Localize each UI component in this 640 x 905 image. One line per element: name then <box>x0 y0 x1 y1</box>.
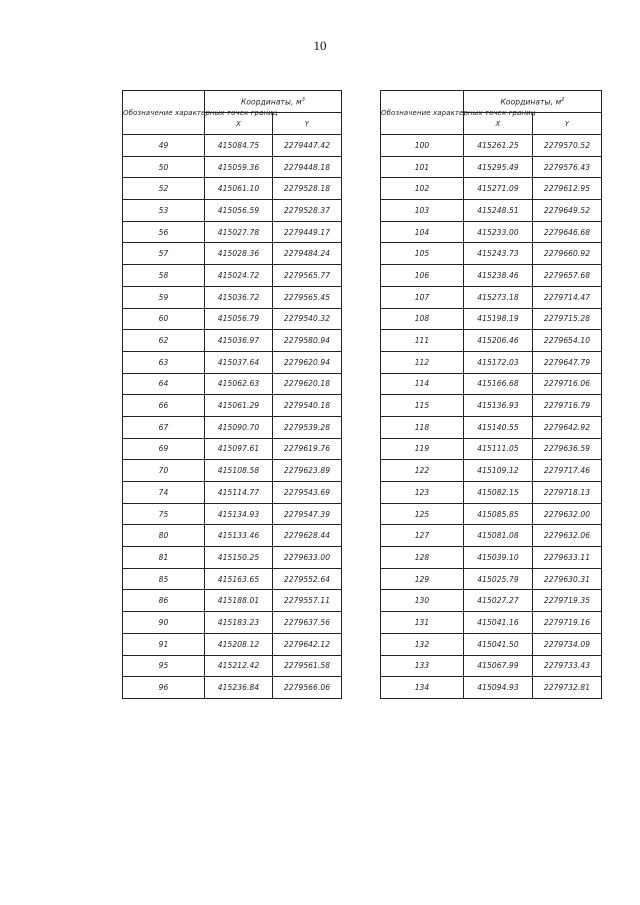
y-coordinate-cell: 2279619.76 <box>273 438 342 460</box>
y-coordinate-cell: 2279565.45 <box>273 286 342 308</box>
table-row <box>381 243 602 265</box>
y-coordinate-cell: 2279719.16 <box>533 612 602 634</box>
coordinates-table-right-body <box>381 91 602 699</box>
x-coordinate-cell: 415183.23 <box>205 612 273 634</box>
x-coordinate-cell: 415037.64 <box>205 351 273 373</box>
point-id-cell: 95 <box>123 655 205 677</box>
x-coordinate-cell: 415036.97 <box>205 330 273 352</box>
y-coordinate-cell: 2279449.17 <box>273 221 342 243</box>
point-id-cell: 70 <box>123 460 205 482</box>
x-coordinate-cell: 415084.75 <box>205 135 273 157</box>
x-coordinate-cell: 415206.46 <box>464 330 533 352</box>
x-coordinate-cell: 415109.12 <box>464 460 533 482</box>
table-row <box>381 438 602 460</box>
table-row <box>381 525 602 547</box>
point-id-cell: 85 <box>123 568 205 590</box>
table-row <box>123 590 342 612</box>
point-id-cell: 125 <box>381 503 464 525</box>
y-coordinate-cell: 2279547.39 <box>273 503 342 525</box>
point-id-cell: 90 <box>123 612 205 634</box>
y-coordinate-cell: 2279628.44 <box>273 525 342 547</box>
x-coordinate-cell: 415208.12 <box>205 633 273 655</box>
x-column-header: X <box>205 113 273 135</box>
y-coordinate-cell: 2279528.37 <box>273 200 342 222</box>
table-row <box>381 655 602 677</box>
coordinates-unit-superscript: 3 <box>301 96 306 103</box>
x-coordinate-cell: 415166.68 <box>464 373 533 395</box>
y-coordinate-cell: 2279540.18 <box>273 395 342 417</box>
table-row <box>381 221 602 243</box>
table-row <box>123 416 342 438</box>
y-coordinate-cell: 2279623.89 <box>273 460 342 482</box>
table-row <box>381 135 602 157</box>
point-id-cell: 114 <box>381 373 464 395</box>
y-coordinate-cell: 2279714.47 <box>533 286 602 308</box>
point-id-cell: 74 <box>123 482 205 504</box>
y-coordinate-cell: 2279561.58 <box>273 655 342 677</box>
x-coordinate-cell: 415059.36 <box>205 156 273 178</box>
point-id-cell: 57 <box>123 243 205 265</box>
y-column-header: Y <box>273 113 342 135</box>
x-coordinate-cell: 415140.55 <box>464 416 533 438</box>
point-id-cell: 64 <box>123 373 205 395</box>
x-coordinate-cell: 415133.46 <box>205 525 273 547</box>
y-coordinate-cell: 2279654.10 <box>533 330 602 352</box>
y-coordinate-cell: 2279733.43 <box>533 655 602 677</box>
point-id-cell: 62 <box>123 330 205 352</box>
y-coordinate-cell: 2279540.32 <box>273 308 342 330</box>
table-row <box>381 416 602 438</box>
point-id-cell: 80 <box>123 525 205 547</box>
x-coordinate-cell: 415027.78 <box>205 221 273 243</box>
table-row <box>381 200 602 222</box>
point-id-cell: 115 <box>381 395 464 417</box>
y-coordinate-cell: 2279637.56 <box>273 612 342 634</box>
table-row <box>381 351 602 373</box>
x-coordinate-cell: 415134.93 <box>205 503 273 525</box>
table-row <box>123 655 342 677</box>
x-coordinate-cell: 415097.61 <box>205 438 273 460</box>
coordinates-table-left <box>122 90 342 699</box>
x-coordinate-cell: 415163.65 <box>205 568 273 590</box>
point-id-cell: 108 <box>381 308 464 330</box>
table-row <box>123 482 342 504</box>
point-id-cell: 122 <box>381 460 464 482</box>
y-coordinate-cell: 2279716.06 <box>533 373 602 395</box>
x-coordinate-cell: 415056.79 <box>205 308 273 330</box>
table-row <box>123 438 342 460</box>
y-coordinate-cell: 2279660.92 <box>533 243 602 265</box>
table-row <box>381 178 602 200</box>
point-id-cell: 127 <box>381 525 464 547</box>
x-coordinate-cell: 415108.58 <box>205 460 273 482</box>
point-id-cell: 112 <box>381 351 464 373</box>
y-coordinate-cell: 2279576.43 <box>533 156 602 178</box>
point-label-header: Обозначение характерных точек границ <box>123 91 205 135</box>
y-coordinate-cell: 2279734.09 <box>533 633 602 655</box>
table-row <box>123 200 342 222</box>
y-coordinate-cell: 2279620.94 <box>273 351 342 373</box>
x-coordinate-cell: 415188.01 <box>205 590 273 612</box>
y-coordinate-cell: 2279716.79 <box>533 395 602 417</box>
x-coordinate-cell: 415085.85 <box>464 503 533 525</box>
page-number: 10 <box>313 38 327 53</box>
x-column-header: X <box>464 113 533 135</box>
point-id-cell: 129 <box>381 568 464 590</box>
point-id-cell: 63 <box>123 351 205 373</box>
y-coordinate-cell: 2279557.11 <box>273 590 342 612</box>
table-row <box>123 265 342 287</box>
point-id-cell: 128 <box>381 547 464 569</box>
x-coordinate-cell: 415238.46 <box>464 265 533 287</box>
point-id-cell: 103 <box>381 200 464 222</box>
y-coordinate-cell: 2279539.28 <box>273 416 342 438</box>
x-coordinate-cell: 415061.10 <box>205 178 273 200</box>
y-coordinate-cell: 2279566.06 <box>273 677 342 699</box>
y-coordinate-cell: 2279633.11 <box>533 547 602 569</box>
x-coordinate-cell: 415248.51 <box>464 200 533 222</box>
point-id-cell: 107 <box>381 286 464 308</box>
point-id-cell: 53 <box>123 200 205 222</box>
table-row <box>123 286 342 308</box>
x-coordinate-cell: 415212.42 <box>205 655 273 677</box>
table-row <box>123 503 342 525</box>
y-coordinate-cell: 2279732.81 <box>533 677 602 699</box>
table-row <box>123 373 342 395</box>
point-id-cell: 49 <box>123 135 205 157</box>
table-row <box>381 612 602 634</box>
x-coordinate-cell: 415024.72 <box>205 265 273 287</box>
x-coordinate-cell: 415273.18 <box>464 286 533 308</box>
y-coordinate-cell: 2279719.35 <box>533 590 602 612</box>
point-id-cell: 134 <box>381 677 464 699</box>
point-id-cell: 58 <box>123 265 205 287</box>
point-id-cell: 56 <box>123 221 205 243</box>
x-coordinate-cell: 415025.79 <box>464 568 533 590</box>
x-coordinate-cell: 415027.27 <box>464 590 533 612</box>
y-coordinate-cell: 2279657.68 <box>533 265 602 287</box>
table-row <box>381 265 602 287</box>
coordinates-title: Координаты, м <box>500 97 562 107</box>
point-id-cell: 133 <box>381 655 464 677</box>
y-coordinate-cell: 2279447.42 <box>273 135 342 157</box>
point-id-cell: 104 <box>381 221 464 243</box>
point-id-cell: 69 <box>123 438 205 460</box>
x-coordinate-cell: 415039.10 <box>464 547 533 569</box>
coordinates-title: Координаты, м <box>240 97 302 107</box>
y-coordinate-cell: 2279570.52 <box>533 135 602 157</box>
point-id-cell: 100 <box>381 135 464 157</box>
y-coordinate-cell: 2279649.52 <box>533 200 602 222</box>
table-row <box>381 568 602 590</box>
point-id-cell: 102 <box>381 178 464 200</box>
x-coordinate-cell: 415233.00 <box>464 221 533 243</box>
table-row <box>123 330 342 352</box>
point-id-cell: 96 <box>123 677 205 699</box>
table-row <box>123 677 342 699</box>
y-coordinate-cell: 2279448.18 <box>273 156 342 178</box>
table-row <box>123 243 342 265</box>
point-id-cell: 86 <box>123 590 205 612</box>
y-coordinate-cell: 2279543.69 <box>273 482 342 504</box>
y-coordinate-cell: 2279646.68 <box>533 221 602 243</box>
point-id-cell: 66 <box>123 395 205 417</box>
y-coordinate-cell: 2279620.18 <box>273 373 342 395</box>
x-coordinate-cell: 415090.70 <box>205 416 273 438</box>
point-id-cell: 123 <box>381 482 464 504</box>
point-id-cell: 118 <box>381 416 464 438</box>
y-coordinate-cell: 2279633.00 <box>273 547 342 569</box>
x-coordinate-cell: 415114.77 <box>205 482 273 504</box>
point-id-cell: 52 <box>123 178 205 200</box>
table-header-row <box>123 91 342 113</box>
y-coordinate-cell: 2279630.31 <box>533 568 602 590</box>
table-row <box>123 308 342 330</box>
point-label-header: Обозначение характерных точек границ <box>381 91 464 135</box>
y-coordinate-cell: 2279632.00 <box>533 503 602 525</box>
table-row <box>123 221 342 243</box>
table-row <box>123 460 342 482</box>
table-row <box>381 330 602 352</box>
x-coordinate-cell: 415261.25 <box>464 135 533 157</box>
table-row <box>123 351 342 373</box>
table-row <box>123 395 342 417</box>
x-coordinate-cell: 415236.84 <box>205 677 273 699</box>
y-coordinate-cell: 2279632.06 <box>533 525 602 547</box>
table-row <box>381 633 602 655</box>
point-id-cell: 106 <box>381 265 464 287</box>
x-coordinate-cell: 415036.72 <box>205 286 273 308</box>
y-coordinate-cell: 2279642.12 <box>273 633 342 655</box>
y-coordinate-cell: 2279580.94 <box>273 330 342 352</box>
y-coordinate-cell: 2279642.92 <box>533 416 602 438</box>
y-coordinate-cell: 2279565.77 <box>273 265 342 287</box>
y-coordinate-cell: 2279718.13 <box>533 482 602 504</box>
x-coordinate-cell: 415041.16 <box>464 612 533 634</box>
table-row <box>123 156 342 178</box>
table-row <box>123 568 342 590</box>
x-coordinate-cell: 415061.29 <box>205 395 273 417</box>
x-coordinate-cell: 415271.09 <box>464 178 533 200</box>
y-coordinate-cell: 2279484.24 <box>273 243 342 265</box>
y-coordinate-cell: 2279717.46 <box>533 460 602 482</box>
y-coordinate-cell: 2279612.95 <box>533 178 602 200</box>
table-row <box>381 503 602 525</box>
table-row <box>381 547 602 569</box>
coordinates-table-right <box>380 90 602 699</box>
table-row <box>381 308 602 330</box>
y-coordinate-cell: 2279647.79 <box>533 351 602 373</box>
table-row <box>123 547 342 569</box>
point-id-cell: 75 <box>123 503 205 525</box>
x-coordinate-cell: 415150.25 <box>205 547 273 569</box>
x-coordinate-cell: 415094.93 <box>464 677 533 699</box>
point-id-cell: 91 <box>123 633 205 655</box>
x-coordinate-cell: 415067.99 <box>464 655 533 677</box>
point-id-cell: 131 <box>381 612 464 634</box>
point-id-cell: 59 <box>123 286 205 308</box>
x-coordinate-cell: 415056.59 <box>205 200 273 222</box>
x-coordinate-cell: 415111.05 <box>464 438 533 460</box>
point-id-cell: 105 <box>381 243 464 265</box>
table-row <box>123 633 342 655</box>
table-row <box>381 482 602 504</box>
y-coordinate-cell: 2279552.64 <box>273 568 342 590</box>
point-id-cell: 130 <box>381 590 464 612</box>
point-id-cell: 67 <box>123 416 205 438</box>
point-id-cell: 111 <box>381 330 464 352</box>
x-coordinate-cell: 415041.50 <box>464 633 533 655</box>
y-column-header: Y <box>533 113 602 135</box>
point-id-cell: 50 <box>123 156 205 178</box>
y-coordinate-cell: 2279715.28 <box>533 308 602 330</box>
table-row <box>381 590 602 612</box>
table-row <box>381 373 602 395</box>
coordinates-table-left-body <box>123 91 342 699</box>
table-row <box>123 525 342 547</box>
x-coordinate-cell: 415243.73 <box>464 243 533 265</box>
table-row <box>123 178 342 200</box>
table-row <box>381 286 602 308</box>
table-row <box>123 612 342 634</box>
point-id-cell: 132 <box>381 633 464 655</box>
table-row <box>381 156 602 178</box>
point-id-cell: 101 <box>381 156 464 178</box>
table-row <box>381 460 602 482</box>
x-coordinate-cell: 415136.93 <box>464 395 533 417</box>
table-row <box>381 395 602 417</box>
table-row <box>123 135 342 157</box>
point-id-cell: 60 <box>123 308 205 330</box>
x-coordinate-cell: 415062.63 <box>205 373 273 395</box>
x-coordinate-cell: 415198.19 <box>464 308 533 330</box>
x-coordinate-cell: 415295.49 <box>464 156 533 178</box>
y-coordinate-cell: 2279528.18 <box>273 178 342 200</box>
coordinates-unit-superscript: 2 <box>561 96 565 103</box>
point-id-cell: 119 <box>381 438 464 460</box>
x-coordinate-cell: 415082.15 <box>464 482 533 504</box>
table-header-row <box>381 91 602 113</box>
x-coordinate-cell: 415028.36 <box>205 243 273 265</box>
y-coordinate-cell: 2279636.59 <box>533 438 602 460</box>
x-coordinate-cell: 415172.03 <box>464 351 533 373</box>
point-id-cell: 81 <box>123 547 205 569</box>
x-coordinate-cell: 415081.08 <box>464 525 533 547</box>
table-row <box>381 677 602 699</box>
